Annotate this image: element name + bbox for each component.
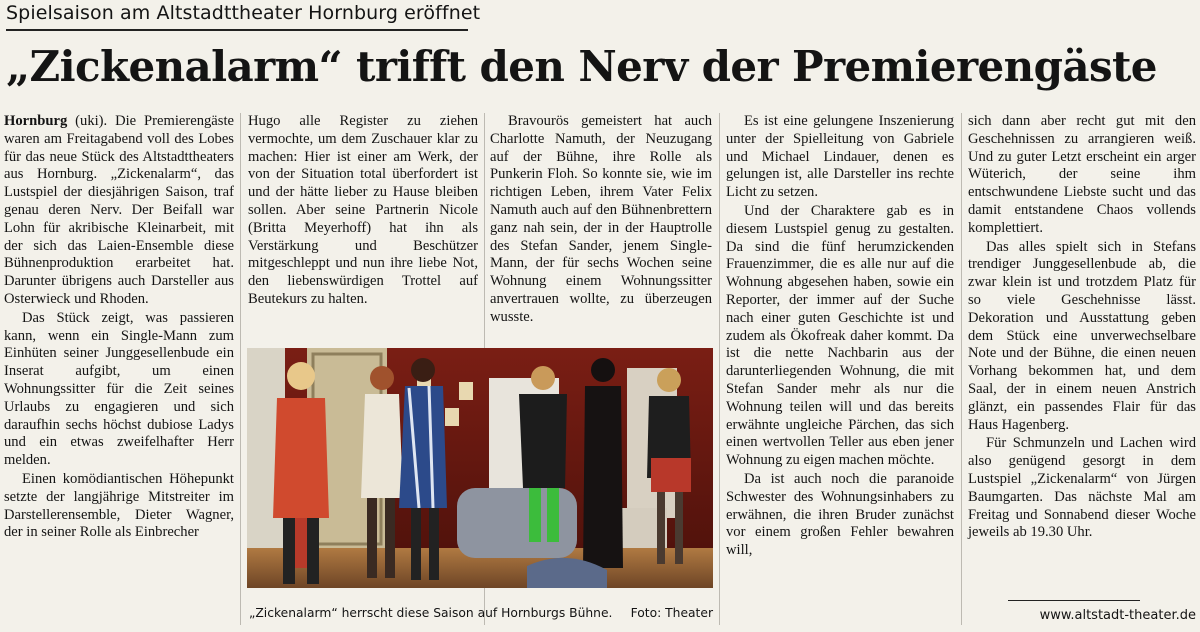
column-divider bbox=[240, 113, 241, 625]
stage-photo-illustration bbox=[247, 348, 713, 588]
dateline: Hornburg bbox=[4, 113, 68, 129]
paragraph: Bravourös gemeistert hat auch Charlotte Namuth, der Neuzugang auf der Bühne, ihre Rolle als Punkerin Floh. So konnte sie, wie im richtigen Leben, ihrem Vater Felix Namuth auch auf den Bühnenbrettern ganz nah sein, der in der Hauptrolle des Stefan Sander, jenem Single-Mann, der für sechs Wochen seine Wohnung einem Wohnungssitter anvertrauen wollte, zu überzeugen wusste. bbox=[490, 113, 712, 325]
paragraph: Das Stück zeigt, was passieren kann, wenn ein Single-Mann zum Einhüten seiner Junggesellenbude ein Inserat aufgibt, um einen Wohnungssitter für die Zeit seines Urlaubs zu engagieren und sich daraufhin sechs höchst dubiose Ladys und ein etwas zweifelhafter Herr melden. bbox=[4, 309, 234, 469]
photo-credit: Foto: Theater bbox=[630, 606, 713, 620]
column-divider bbox=[961, 113, 962, 625]
article-column-1 bbox=[4, 113, 234, 542]
paragraph: sich dann aber recht gut mit den Geschehnissen zu arrangieren weiß. Und zu guter Letzt erscheint ein arger Wüterich, der seine ihm entschwundene Liebste sucht und das damit entstandene Chaos vollends komplettiert. bbox=[968, 113, 1196, 236]
paragraph: Einen komödiantischen Höhepunkt setzte der langjährige Mitstreiter im Darstellerensemble, Dieter Wagner, der in seiner Rolle als Einbrecher bbox=[4, 470, 234, 541]
article-column-5 bbox=[968, 113, 1196, 542]
kicker-rule bbox=[6, 29, 468, 31]
paragraph: Hugo alle Register zu ziehen vermochte, um dem Zuschauer klar zu machen: Hier ist einer am Werk, der von der Situation total überfordert ist und der hätte lieber zu Hause bleiben sollen. Aber seine Partnerin Nicole (Britta Meyerhoff) hat ihn als Verstärkung und Beschützer mitgeschleppt und nun ihre liebe Not, den liebenswürdigen Trottel auf Beutekurs zu halten. bbox=[248, 113, 478, 307]
stage-photo bbox=[247, 348, 713, 588]
photo-caption bbox=[249, 606, 713, 620]
website-link[interactable]: www.altstadt-theater.de bbox=[1039, 608, 1196, 623]
paragraph: Für Schmunzeln und Lachen wird also genügend gesorgt in dem Lustspiel „Zickenalarm“ von Jürgen Baumgarten. Das nächste Mal am Freitag und Sonnabend dieser Woche jeweils ab 19.30 Uhr. bbox=[968, 435, 1196, 541]
headline: „Zickenalarm“ trifft den Nerv der Premierengäste bbox=[6, 42, 1157, 91]
paragraph: Und der Charaktere gab es in diesem Lustspiel genug zu gestalten. Da sind die fünf herumzickenden Frauenzimmer, die es alle nur auf die Wohnung abgesehen haben, sowie ein Reporter, der immer auf der Suche nach einer guten Geschichte ist und zudem als Ökofreak daher kommt. Da ist die nette Nachbarin aus der darunterliegenden Wohnung, die mit Stefan Sander mehr als nur die Wohnung teilen will und das bereits erwähnte ungleiche Pärchen, das sich einen wertvollen Teller aus eben jener Wohnung zu eigen machen möchte. bbox=[726, 202, 954, 469]
website-rule bbox=[1008, 600, 1140, 601]
column-divider bbox=[719, 113, 720, 625]
paragraph-text: (uki). Die Premierengäste waren am Freitagabend voll des Lobes für das neue Stück des Altstadttheaters aus Hornburg. „Zickenalarm“, das Lustspiel der diesjährigen Saison, traf genau deren Nerv. Der Beifall war Lohn für akribische Kleinarbeit, mit der sich das Laien-Ensemble diese Bühnenproduktion erarbeitet hat. Darunter übrigens auch Darsteller aus Osterwieck und Rhoden. bbox=[4, 113, 234, 307]
article-column-3 bbox=[490, 113, 712, 327]
article-column-4 bbox=[726, 113, 954, 560]
kicker: Spielsaison am Altstadttheater Hornburg eröffnet bbox=[6, 2, 481, 24]
paragraph: Das alles spielt sich in Stefans trendiger Junggesellenbude ab, die zwar klein ist und trotzdem Platz für so viele Geschehnisse lässt. Dekoration und Ausstattung geben dem Stück eine unverwechselbare Note und der Bühne, die einen neuen Vorhang bekommen hat, und dem Saal, der in einem neuen Anstrich glänzt, ein passendes Flair für das Haus Hagenberg. bbox=[968, 238, 1196, 433]
caption-text: „Zickenalarm“ herrscht diese Saison auf Hornburgs Bühne. bbox=[249, 606, 613, 620]
paragraph bbox=[4, 113, 234, 309]
paragraph: Es ist eine gelungene Inszenierung unter der Spielleitung von Gabriele und Michael Lindauer, denen es gelungen ist, alle Darsteller ins rechte Licht zu setzen. bbox=[726, 113, 954, 201]
paragraph: Da ist auch noch die paranoide Schwester des Wohnungsinhabers zu erwähnen, die ihren Bruder zunächst vor einem großen Fehler bewahren will, bbox=[726, 470, 954, 559]
article-column-2 bbox=[248, 113, 478, 309]
